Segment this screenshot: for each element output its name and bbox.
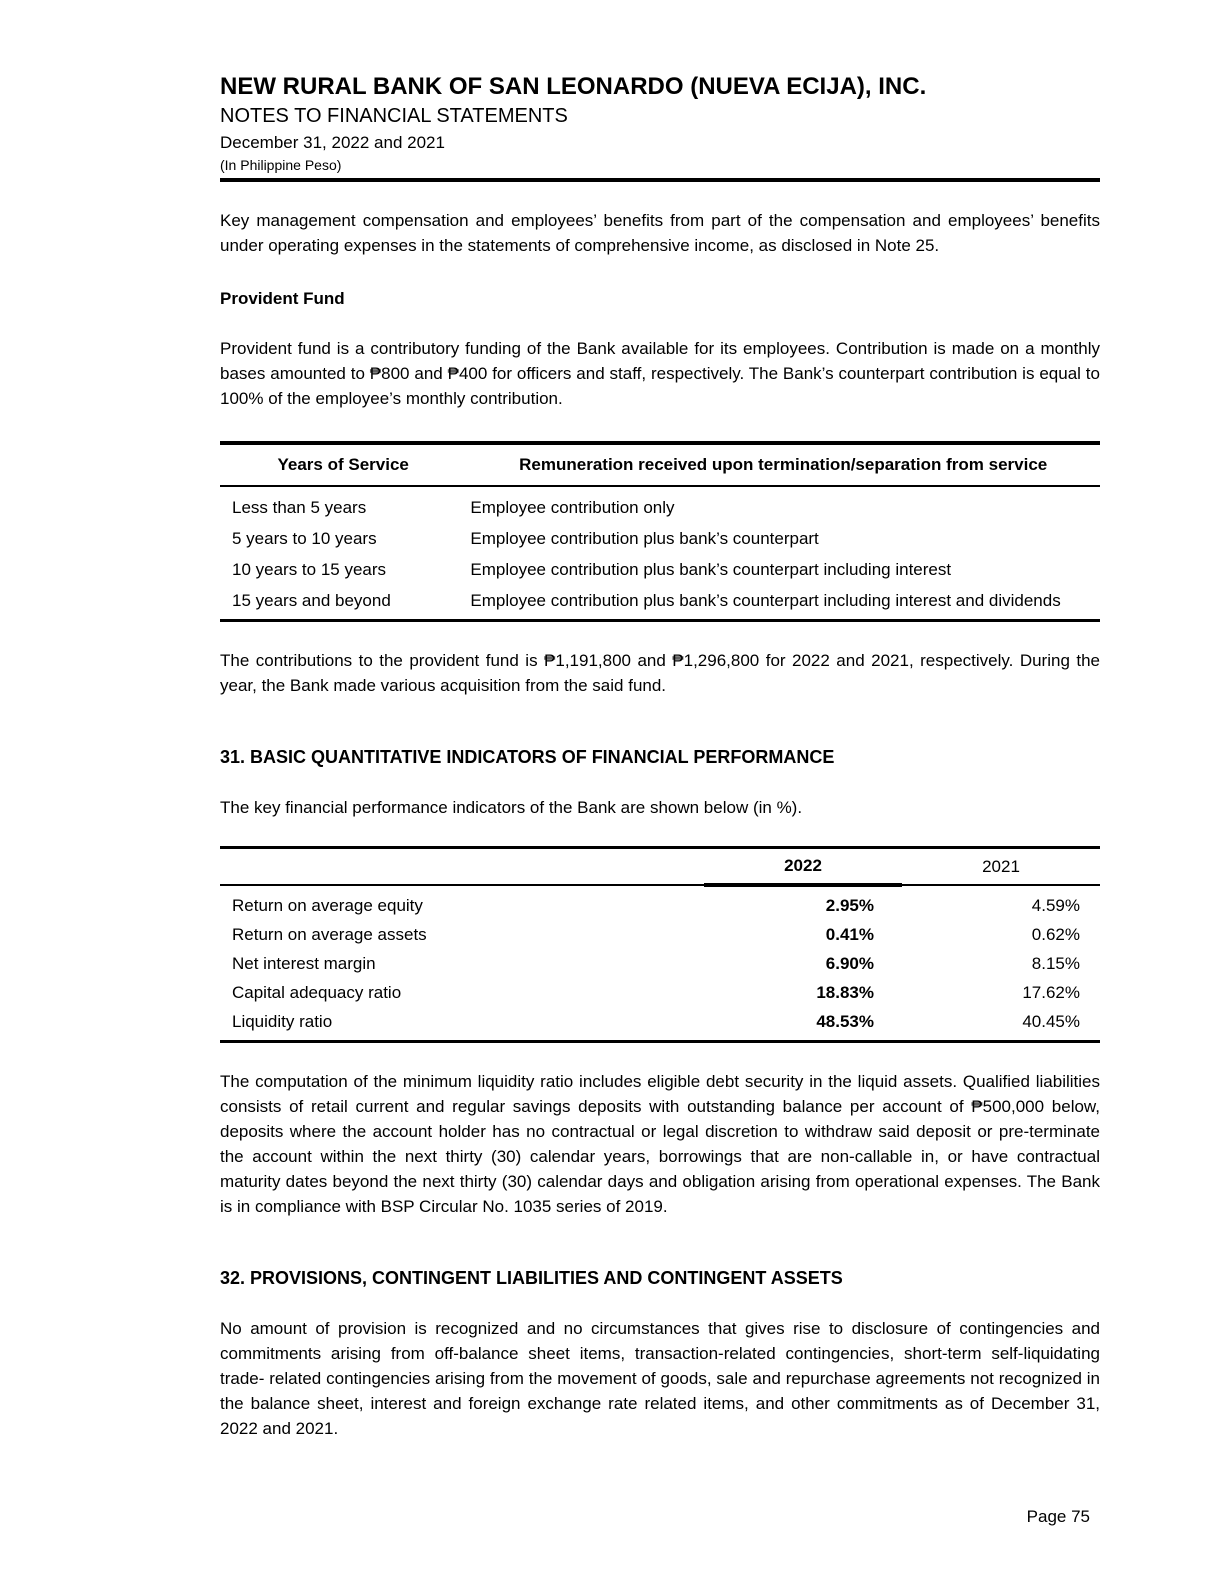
provident-fund-heading: Provident Fund <box>220 289 345 308</box>
remuneration-cell: Employee contribution plus bank’s counterpart including interest and dividends <box>470 591 1061 610</box>
column-header-2021: 2021 <box>902 848 1100 886</box>
liquidity-computation-paragraph: The computation of the minimum liquidity ratio includes eligible debt security in the liquid assets. Qualified liabilities consists of retail current and regular savings deposits with outstanding balance per account of ₱500,000 below, deposits where the account holder has no contractual or legal discretion to withdraw said deposit or pre-terminate the account within the next thirty (30) calendar years, borrowings that are non-callable in, or have contractual maturity dates beyond the next thirty (30) calendar days and obligation arising from operational expenses. The Bank is in compliance with BSP Circular No. 1035 series of 2019. <box>220 1072 1100 1216</box>
page-number: Page 75 <box>1026 1507 1090 1526</box>
currency-note: (In Philippine Peso) <box>220 157 342 173</box>
value-2022: 2.95% <box>825 896 874 915</box>
value-2021: 4.59% <box>1031 895 1080 915</box>
years-cell: 15 years and beyond <box>232 591 391 610</box>
remuneration-cell: Employee contribution plus bank’s counterpart <box>470 529 819 548</box>
indicator-label: Liquidity ratio <box>232 1012 333 1031</box>
key-management-paragraph: Key management compensation and employees’ benefits from part of the compensation and employees’ benefits under operating expenses in the statements of comprehensive income, as disclosed in Note 25. <box>220 211 1100 255</box>
column-header-blank <box>220 848 704 886</box>
value-2022: 48.53% <box>816 1012 874 1031</box>
indicator-label: Return on average equity <box>232 895 423 915</box>
value-2022: 6.90% <box>825 954 874 973</box>
bank-name: NEW RURAL BANK OF SAN LEONARDO (NUEVA ECIJA), INC. <box>220 73 927 100</box>
remuneration-cell: Employee contribution only <box>470 498 675 517</box>
section-32-paragraph: No amount of provision is recognized and no circumstances that gives rise to disclosure of contingencies and commitments arising from off-balance sheet items, transaction-related contingencies, short-term self-liquidating trade- related contingencies arising from the movement of goods, sale and repurchase agreements not recognized in the balance sheet, interest and foreign exchange rate related items, and other commitments as of December 31, 2022 and 2021. <box>220 1319 1100 1438</box>
table-row <box>220 585 1100 621</box>
indicator-label: Net interest margin <box>232 954 376 973</box>
column-header-2022: 2022 <box>704 848 902 886</box>
indicator-label: Capital adequacy ratio <box>232 983 402 1002</box>
table-header-row <box>220 848 1100 886</box>
table-row <box>220 486 1100 523</box>
table-row <box>220 920 1100 949</box>
table-row <box>220 978 1100 1007</box>
table-row <box>220 885 1100 920</box>
value-2022: 0.41% <box>825 925 874 944</box>
document-header <box>220 72 1100 182</box>
remuneration-cell: Employee contribution plus bank’s counterpart including interest <box>470 560 952 579</box>
years-cell: Less than 5 years <box>232 498 367 517</box>
provident-fund-intro-paragraph: Provident fund is a contributory funding of the Bank available for its employees. Contribution is made on a monthly bases amounted to ₱800 and ₱400 for officers and staff, respectively. The Bank’s counterpart contribution is equal to 100% of the employee’s monthly contribution. <box>220 339 1100 408</box>
section-31-heading: 31. BASIC QUANTITATIVE INDICATORS OF FINANCIAL PERFORMANCE <box>220 747 835 767</box>
value-2021: 8.15% <box>1031 954 1080 973</box>
doc-title: NOTES TO FINANCIAL STATEMENTS <box>220 105 568 127</box>
value-2021: 17.62% <box>1022 983 1080 1002</box>
financial-indicators-table <box>220 846 1100 1043</box>
table-row <box>220 554 1100 585</box>
date-line: December 31, 2022 and 2021 <box>220 133 445 152</box>
value-2021: 40.45% <box>1022 1012 1080 1031</box>
indicator-label: Return on average assets <box>232 925 427 944</box>
provident-fund-table <box>220 441 1100 622</box>
section-31-intro-paragraph: The key financial performance indicators of the Bank are shown below (in %). <box>220 798 803 817</box>
column-header-remuneration: Remuneration received upon termination/separation from service <box>466 443 1100 486</box>
table-row <box>220 949 1100 978</box>
value-2021: 0.62% <box>1031 925 1080 944</box>
value-2022: 18.83% <box>816 983 874 1002</box>
table-header-row <box>220 443 1100 486</box>
years-cell: 10 years to 15 years <box>232 560 387 579</box>
section-32-heading: 32. PROVISIONS, CONTINGENT LIABILITIES AND CONTINGENT ASSETS <box>220 1268 843 1288</box>
contributions-paragraph: The contributions to the provident fund is ₱1,191,800 and ₱1,296,800 for 2022 and 2021, respectively. During the year, the Bank made various acquisition from the said fund. <box>220 651 1100 695</box>
column-header-years: Years of Service <box>220 443 466 486</box>
header-rule <box>220 178 1100 182</box>
table-row <box>220 523 1100 554</box>
years-cell: 5 years to 10 years <box>232 529 377 548</box>
table-row <box>220 1007 1100 1042</box>
